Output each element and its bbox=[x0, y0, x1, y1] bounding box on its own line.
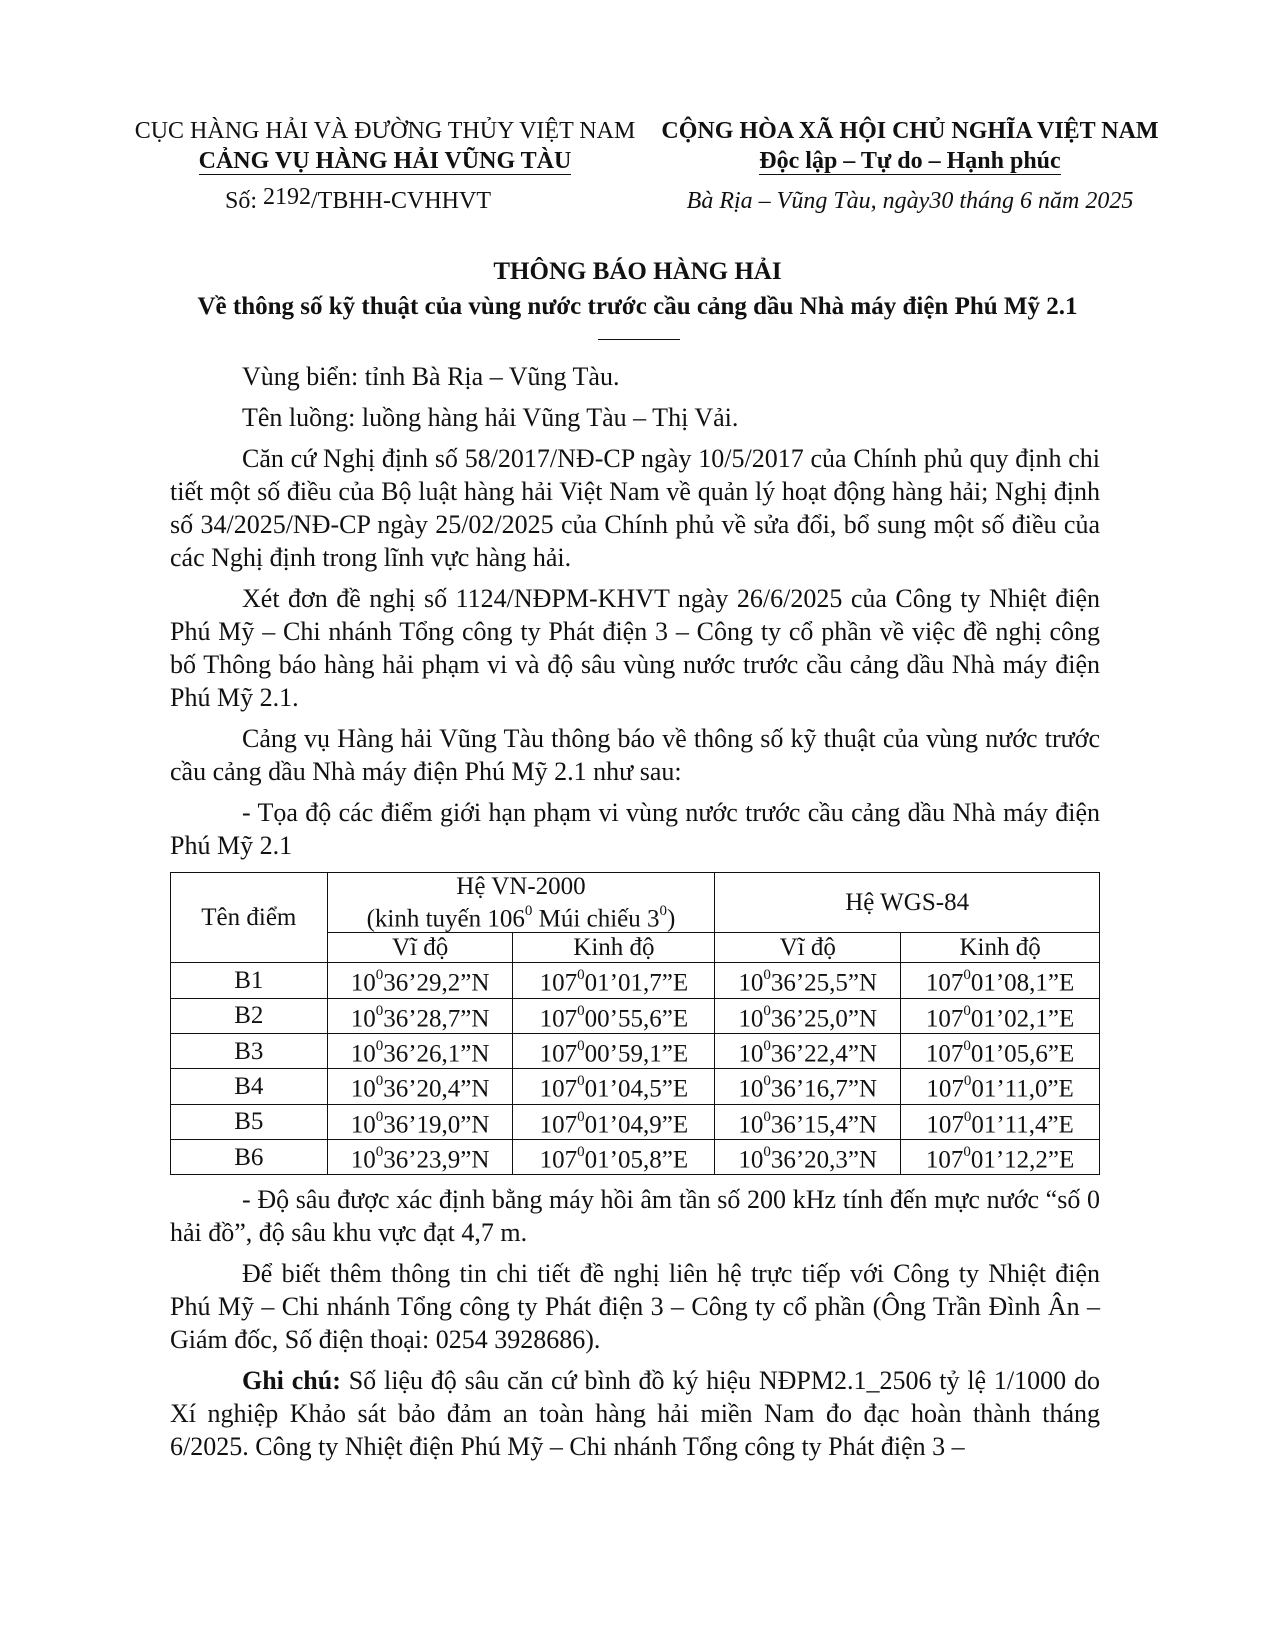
wgs-lat-cell: $10^036’15,4”N$ bbox=[715, 1104, 901, 1139]
paragraph-sea-area: Vùng biển: tỉnh Bà Rịa – Vũng Tàu. bbox=[242, 362, 620, 391]
agency-parent: CỤC HÀNG HẢI VÀ ĐƯỜNG THỦY VIỆT NAM bbox=[134, 118, 636, 144]
point-name-cell: B6 bbox=[171, 1139, 328, 1174]
vn-lon-cell: $107^001’04,5”E$ bbox=[513, 1069, 715, 1104]
vn-lat-cell: $10^036’23,9”N$ bbox=[327, 1139, 513, 1174]
document-subtitle: Về thông số kỹ thuật của vùng nước trước cầu cảng dầu Nhà máy điện Phú Mỹ 2.1 bbox=[197, 293, 1078, 320]
header-vn-lat: Vĩ độ bbox=[327, 933, 513, 963]
note-label: Ghi chú: bbox=[242, 1366, 341, 1396]
table-row bbox=[171, 1033, 1100, 1068]
header-vn-lon: Kinh độ bbox=[513, 933, 715, 963]
paragraph-depth: - Độ sâu được xác định bằng máy hồi âm tần số 200 kHz tính đến mực nước “số 0 hải đồ”, độ sâu khu vực đạt 4,7 m. bbox=[170, 1185, 1100, 1248]
paragraph-request: Xét đơn đề nghị số 1124/NĐPM-KHVT ngày 26/6/2025 của Công ty Nhiệt điện Phú Mỹ – Chi nhánh Tổng công ty Phát điện 3 – Công ty cổ phần về việc đề nghị công bố Thông báo hàng hải phạm vi và độ sâu vùng nước trước cầu cảng dầu Nhà máy điện Phú Mỹ 2.1. bbox=[170, 584, 1100, 712]
header-vn2000: Hệ VN-2000 (kinh tuyến $106^0$ Múi chiếu $3^0$) bbox=[327, 873, 715, 933]
table-row bbox=[171, 1139, 1100, 1174]
note-text: Số liệu độ sâu căn cứ bình đồ ký hiệu NĐPM2.1_2506 tỷ lệ 1/1000 do Xí nghiệp Khảo sát bảo đảm an toàn hàng hải miền Nam đo đạc hoàn thành tháng 6/2025. Công ty Nhiệt điện Phú Mỹ – Chi nhánh Tổng công ty Phát điện 3 – bbox=[170, 1366, 1100, 1462]
point-name-cell: B1 bbox=[171, 963, 328, 998]
wgs-lat-cell: $10^036’20,3”N$ bbox=[715, 1139, 901, 1174]
wgs-lon-cell: $107^001’08,1”E$ bbox=[901, 963, 1100, 998]
vn-lat-cell: $10^036’26,1”N$ bbox=[327, 1033, 513, 1068]
document-title: THÔNG BÁO HÀNG HẢI bbox=[493, 258, 782, 285]
nation-block bbox=[655, 116, 1165, 176]
table-row bbox=[171, 1104, 1100, 1139]
vn-lat-cell: $10^036’20,4”N$ bbox=[327, 1069, 513, 1104]
paragraph-channel: Tên luồng: luồng hàng hải Vũng Tàu – Thị Vải. bbox=[242, 403, 739, 432]
paragraph-announce: Cảng vụ Hàng hải Vũng Tàu thông báo về thông số kỹ thuật của vùng nước trước cầu cảng dầu Nhà máy điện Phú Mỹ 2.1 như sau: bbox=[170, 724, 1100, 786]
table-row bbox=[171, 963, 1100, 998]
nation-name: CỘNG HÒA XÃ HỘI CHỦ NGHĨA VIỆT NAM bbox=[661, 118, 1159, 144]
header-vn2000-detail: (kinh tuyến $106^0$ Múi chiếu $3^0$) bbox=[366, 903, 676, 933]
document-number: Số: 2192/TBHH-CVHHVT bbox=[225, 184, 492, 214]
wgs-lon-cell: $107^001’12,2”E$ bbox=[901, 1139, 1100, 1174]
header-point-name: Tên điểm bbox=[171, 873, 328, 963]
header-wgs84: Hệ WGS-84 bbox=[715, 873, 1100, 933]
vn-lat-cell: $10^036’19,0”N$ bbox=[327, 1104, 513, 1139]
vn-lat-cell: $10^036’29,2”N$ bbox=[327, 963, 513, 998]
vn-lon-cell: $107^001’05,8”E$ bbox=[513, 1139, 715, 1174]
vn-lon-cell: $107^000’55,6”E$ bbox=[513, 998, 715, 1033]
vn-lon-cell: $107^001’01,7”E$ bbox=[513, 963, 715, 998]
vn-lat-cell: $10^036’28,7”N$ bbox=[327, 998, 513, 1033]
title-divider bbox=[598, 339, 680, 340]
nation-motto: Độc lập – Tự do – Hạnh phúc bbox=[759, 148, 1061, 174]
agency-block bbox=[130, 116, 640, 176]
wgs-lat-cell: $10^036’25,0”N$ bbox=[715, 998, 901, 1033]
wgs-lat-cell: $10^036’25,5”N$ bbox=[715, 963, 901, 998]
wgs-lat-cell: $10^036’16,7”N$ bbox=[715, 1069, 901, 1104]
wgs-lon-cell: $107^001’05,6”E$ bbox=[901, 1033, 1100, 1068]
wgs-lon-cell: $107^001’11,0”E$ bbox=[901, 1069, 1100, 1104]
wgs-lon-cell: $107^001’11,4”E$ bbox=[901, 1104, 1100, 1139]
paragraph-legal-basis: Căn cứ Nghị định số 58/2017/NĐ-CP ngày 10/5/2017 của Chính phủ quy định chi tiết một số điều của Bộ luật hàng hải Việt Nam về quản lý hoạt động hàng hải; Nghị định số 34/2025/NĐ-CP ngày 25/02/2025 của Chính phủ về sửa đổi, bổ sung một số điều của các Nghị định trong lĩnh vực hàng hải. bbox=[170, 444, 1100, 572]
point-name-cell: B2 bbox=[171, 998, 328, 1033]
point-name-cell: B4 bbox=[171, 1069, 328, 1104]
wgs-lon-cell: $107^001’02,1”E$ bbox=[901, 998, 1100, 1033]
document-number-value: 2192 bbox=[263, 184, 312, 210]
point-name-cell: B5 bbox=[171, 1104, 328, 1139]
vn-lon-cell: $107^000’59,1”E$ bbox=[513, 1033, 715, 1068]
point-name-cell: B3 bbox=[171, 1033, 328, 1068]
coordinates-table bbox=[170, 872, 1100, 1175]
paragraph-coords-intro: - Tọa độ các điểm giới hạn phạm vi vùng nước trước cầu cảng dầu Nhà máy điện Phú Mỹ 2.1 bbox=[170, 798, 1100, 860]
paragraph-note bbox=[170, 1364, 1100, 1463]
header-wgs-lat: Vĩ độ bbox=[715, 933, 901, 963]
agency-name: CẢNG VỤ HÀNG HẢI VŨNG TÀU bbox=[198, 148, 572, 174]
document-date: Bà Rịa – Vũng Tàu, ngày30 tháng 6 năm 2025 bbox=[686, 188, 1134, 214]
document-body bbox=[170, 360, 1100, 1471]
wgs-lat-cell: $10^036’22,4”N$ bbox=[715, 1033, 901, 1068]
vn-lon-cell: $107^001’04,9”E$ bbox=[513, 1104, 715, 1139]
table-row bbox=[171, 998, 1100, 1033]
header-wgs-lon: Kinh độ bbox=[901, 933, 1100, 963]
paragraph-contact: Để biết thêm thông tin chi tiết đề nghị liên hệ trực tiếp với Công ty Nhiệt điện Phú Mỹ – Chi nhánh Tổng công ty Phát điện 3 – Công ty cổ phần (Ông Trần Đình Ân – Giám đốc, Số điện thoại: 0254 3928686). bbox=[170, 1259, 1100, 1355]
table-row bbox=[171, 1069, 1100, 1104]
